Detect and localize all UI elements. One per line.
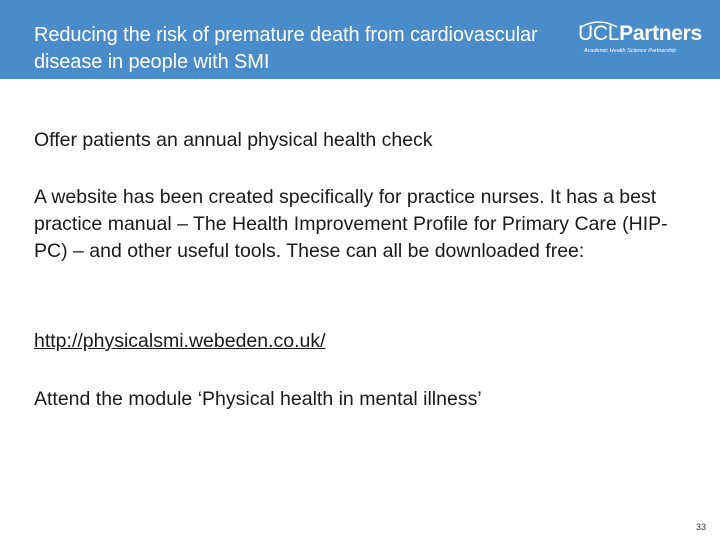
logo-partners-text: Partners: [619, 22, 702, 45]
logo-tagline: Academic Health Science Partnership: [584, 48, 677, 54]
slide-header: [0, 0, 720, 79]
paragraph-annual-check: Offer patients an annual physical health check: [34, 129, 433, 151]
logo-ucl-text: UCL: [578, 22, 620, 45]
paragraph-website-info: A website has been created specifically for practice nurses. It has a best practice manual – The Health Improvement Profile for Primary Care (HIP-PC) – and other useful tools. These can all be downloaded free:: [34, 186, 668, 262]
logo-wordmark: [578, 22, 702, 46]
link-paragraph: [34, 328, 694, 355]
slide-title: Reducing the risk of premature death from cardiovascular disease in people with SMI: [34, 24, 538, 73]
page-number: 33: [695, 522, 706, 532]
physicalsmi-link[interactable]: http://physicalsmi.webeden.co.uk/: [34, 330, 326, 352]
paragraph-attend-module: Attend the module ‘Physical health in mental illness’: [34, 388, 482, 410]
uclpartners-logo: [578, 20, 702, 60]
